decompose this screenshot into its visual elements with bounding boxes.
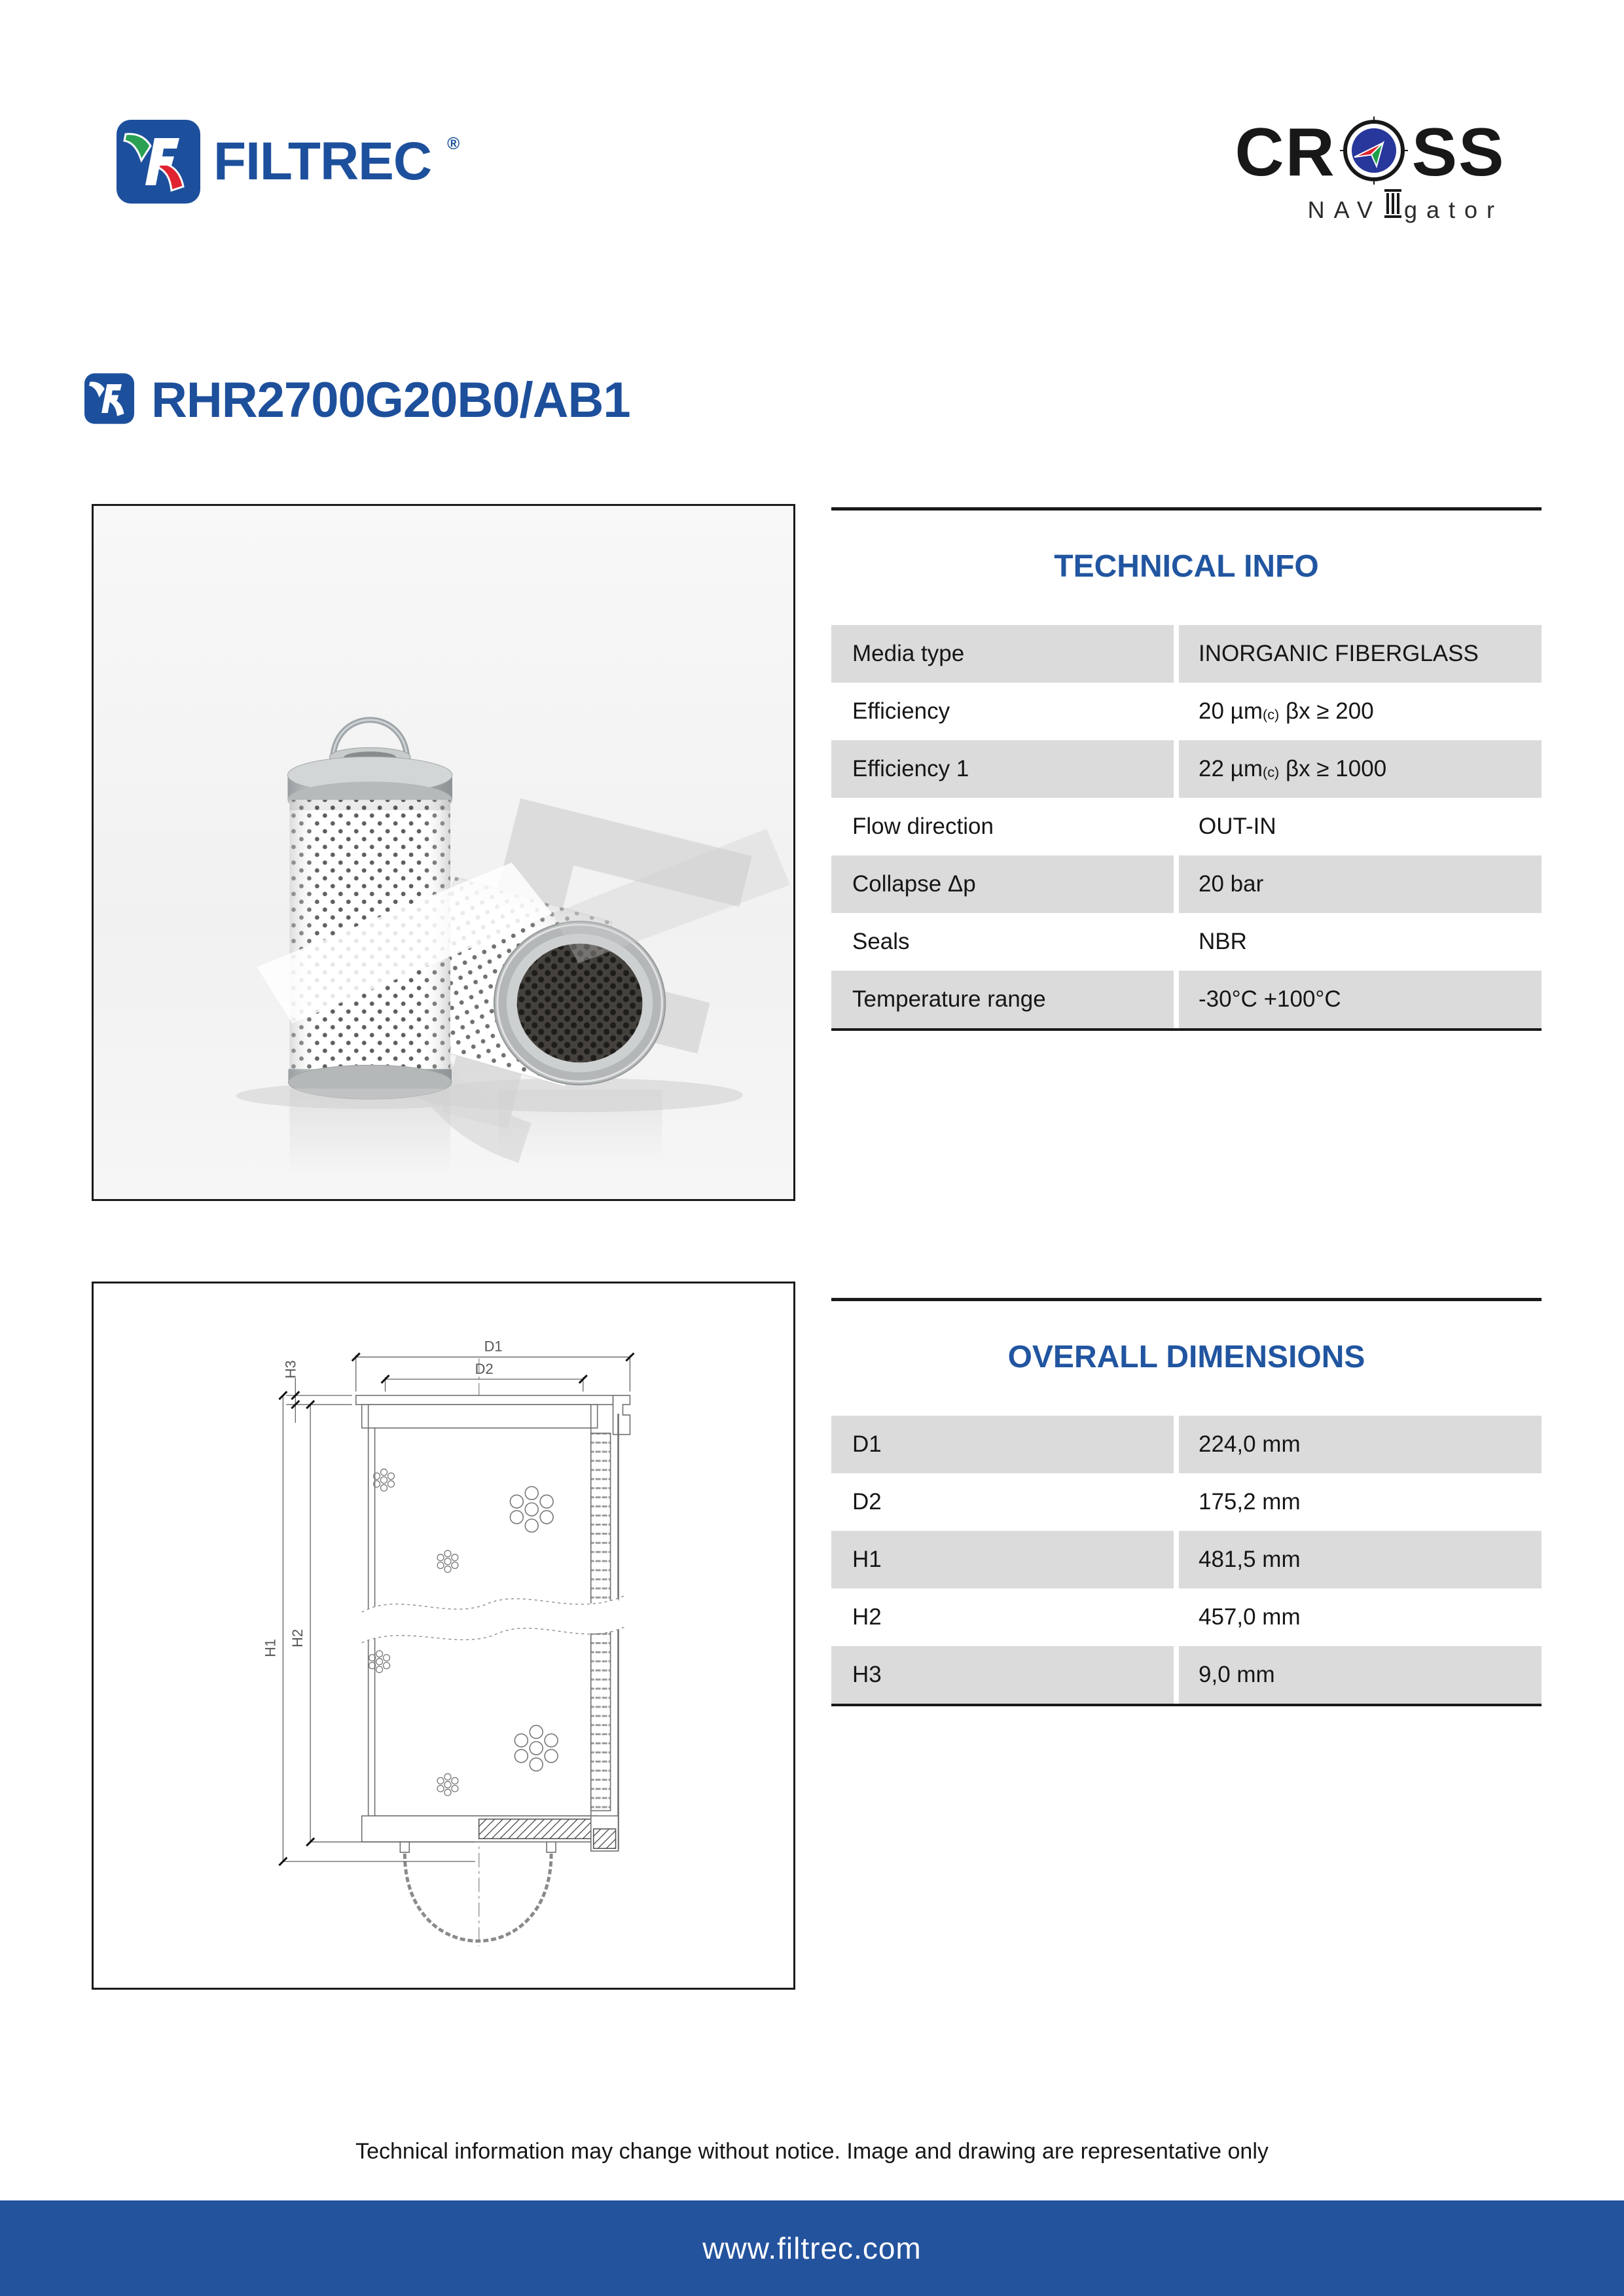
table-row (831, 683, 1542, 740)
filtrec-logo (117, 120, 460, 204)
row-label: Temperature range (831, 971, 1174, 1028)
row-value: NBR (1199, 929, 1247, 954)
table-row (831, 1473, 1542, 1531)
row-label: Efficiency 1 (831, 740, 1174, 798)
cross-navigator-logo (1233, 114, 1507, 224)
technical-info-table (831, 625, 1542, 1031)
row-value: INORGANIC FIBERGLASS (1179, 625, 1542, 683)
table-row (831, 913, 1542, 971)
row-value: 457,0 mm (1199, 1604, 1301, 1630)
technical-drawing-panel (92, 1282, 795, 1990)
disclaimer-text: Technical information may change without notice. Image and drawing are representative only (355, 2139, 1269, 2164)
row-label: Collapse Δp (831, 855, 1174, 913)
row-value: 481,5 mm (1179, 1531, 1542, 1588)
compass-icon (1340, 117, 1408, 188)
technical-info-heading: TECHNICAL INFO (1054, 549, 1319, 584)
registered-mark: ® (447, 133, 460, 153)
overall-dimensions-heading: OVERALL DIMENSIONS (1007, 1340, 1365, 1374)
table-row (831, 740, 1542, 798)
cross-text-ss: SS (1411, 114, 1506, 190)
table-row (831, 1416, 1542, 1473)
overall-dimensions-table (831, 1416, 1542, 1706)
section-rule (831, 1298, 1542, 1301)
row-value: -30°C +100°C (1179, 971, 1542, 1028)
row-label: Media type (831, 625, 1174, 683)
row-label: D2 (852, 1489, 882, 1515)
table-row (831, 798, 1542, 855)
filtrec-logo-text: FILTREC (213, 132, 432, 191)
row-label: D1 (831, 1416, 1174, 1473)
row-value: 20 µm $_{(c)}$ βx ≥ 200 (1199, 698, 1374, 724)
section-rule (831, 507, 1542, 511)
table-row (831, 625, 1542, 683)
row-value: 20 bar (1179, 855, 1542, 913)
technical-info-section (831, 507, 1542, 1031)
product-photo-panel (92, 504, 795, 1201)
row-value: OUT-IN (1199, 814, 1276, 839)
row-label: Seals (852, 929, 910, 954)
row-value: 9,0 mm (1179, 1646, 1542, 1704)
row-label: Efficiency (852, 698, 950, 724)
drawing-label-d1: D1 (484, 1338, 503, 1355)
row-label: H2 (852, 1604, 882, 1630)
cross-text-cr: CR (1235, 114, 1336, 190)
row-label: Flow direction (852, 814, 994, 839)
website-link[interactable]: www.filtrec.com (702, 2231, 922, 2265)
drawing-label-d2: D2 (475, 1361, 494, 1378)
column-icon (1383, 189, 1403, 224)
filtrec-logo-icon (117, 120, 200, 204)
product-photo (94, 506, 793, 1199)
technical-drawing (94, 1283, 793, 1988)
row-value: 224,0 mm (1179, 1416, 1542, 1473)
drawing-label-h3: H3 (282, 1360, 299, 1379)
row-value: 175,2 mm (1199, 1489, 1301, 1515)
table-row (831, 971, 1542, 1028)
part-title-icon (84, 373, 134, 427)
table-row (831, 1646, 1542, 1704)
row-value: 22 µm $_{(c)}$ βx ≥ 1000 (1179, 740, 1542, 798)
navigator-text-nav: NAV (1307, 196, 1382, 223)
row-label: H1 (831, 1531, 1174, 1588)
part-number: RHR2700G20B0/AB1 (151, 372, 630, 428)
table-row (831, 855, 1542, 913)
drawing-label-h1: H1 (262, 1638, 279, 1657)
drawing-label-h2: H2 (289, 1629, 306, 1647)
part-title (84, 372, 630, 429)
row-label: H3 (831, 1646, 1174, 1704)
footer-bar (0, 2200, 1624, 2296)
table-row (831, 1531, 1542, 1588)
navigator-text-gator: gator (1403, 196, 1504, 223)
table-row (831, 1588, 1542, 1646)
overall-dimensions-section (831, 1298, 1542, 1706)
